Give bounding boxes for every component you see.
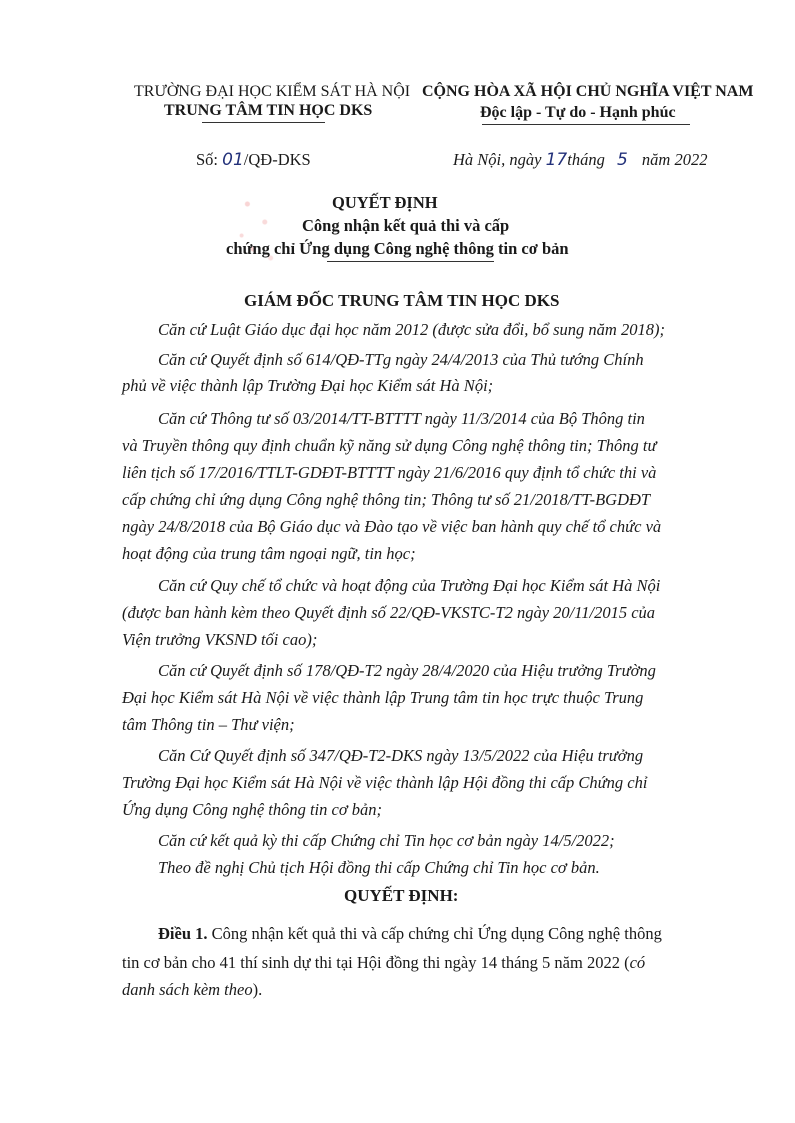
basis-line-10: Căn cứ Quy chế tổ chức và hoạt động của Trường Đại học Kiểm sát Hà Nội <box>158 576 661 595</box>
motto-underline <box>482 124 690 125</box>
issuing-authority: GIÁM ĐỐC TRUNG TÂM TIN HỌC DKS <box>244 291 560 310</box>
handwritten-number: 01 <box>222 150 244 170</box>
center-name-underline <box>202 122 325 123</box>
article-1-text-3b: ). <box>252 980 263 999</box>
basis-line-2: Căn cứ Quyết định số 614/QĐ-TTg ngày 24/4/2013 của Thủ tướng Chính <box>158 350 644 369</box>
document-date <box>453 150 707 170</box>
basis-line-9: hoạt động của trung tâm ngoại ngữ, tin học; <box>122 544 416 563</box>
motto: Độc lập - Tự do - Hạnh phúc <box>480 104 676 121</box>
document-title: QUYẾT ĐỊNH <box>332 193 438 212</box>
basis-line-1: Căn cứ Luật Giáo dục đại học năm 2012 (được sửa đổi, bổ sung năm 2018); <box>158 320 665 339</box>
basis-line-12: Viện trưởng VKSND tối cao); <box>122 630 318 649</box>
basis-line-8: ngày 24/8/2018 của Bộ Giáo dục và Đào tạo về việc ban hành quy chế tổ chức và <box>122 517 662 536</box>
basis-line-17: Trường Đại học Kiểm sát Hà Nội về việc thành lập Hội đồng thi cấp Chứng chỉ <box>122 773 648 792</box>
school-name: TRƯỜNG ĐẠI HỌC KIỂM SÁT HÀ NỘI <box>134 83 411 100</box>
handwritten-day: 17 <box>545 150 568 170</box>
basis-line-13: Căn cứ Quyết định số 178/QĐ-T2 ngày 28/4/2020 của Hiệu trưởng Trường <box>158 661 656 680</box>
basis-line-6: liên tịch số 17/2016/TTLT-GDĐT-BTTTT ngày 21/6/2016 quy định tổ chức thi và <box>122 463 657 482</box>
basis-line-4: Căn cứ Thông tư số 03/2014/TT-BTTTT ngày 11/3/2014 của Bộ Thông tin <box>158 409 645 428</box>
basis-line-11: (được ban hành kèm theo Quyết định số 22/QĐ-VKSTC-T2 ngày 20/11/2015 của <box>122 603 656 622</box>
date-prefix: Hà Nội, ngày <box>453 150 546 169</box>
document-number <box>196 150 311 170</box>
article-1-line-1 <box>158 924 662 944</box>
faint-stamp-mark <box>230 186 288 276</box>
basis-line-19: Căn cứ kết quả kỳ thi cấp Chứng chỉ Tin học cơ bản ngày 14/5/2022; <box>158 831 615 850</box>
center-name: TRUNG TÂM TIN HỌC DKS <box>164 102 373 119</box>
title-subtitle-line-1: Công nhận kết quả thi và cấp <box>302 216 510 235</box>
article-1-text-2a: tin cơ bản cho 41 thí sinh dự thi tại Hội đồng thi ngày 14 tháng 5 năm 2022 ( <box>122 953 630 972</box>
date-year: năm 2022 <box>637 150 708 169</box>
number-prefix: Số: <box>196 150 223 169</box>
basis-line-15: tâm Thông tin – Thư viện; <box>122 715 295 734</box>
article-1-text-3a: danh sách kèm theo <box>122 980 253 999</box>
basis-line-18: Ứng dụng Công nghệ thông tin cơ bản; <box>122 800 383 819</box>
title-subtitle-line-2: chứng chỉ Ứng dụng Công nghệ thông tin cơ bản <box>226 239 569 258</box>
basis-line-20: Theo đề nghị Chủ tịch Hội đồng thi cấp Chứng chỉ Tin học cơ bản. <box>158 858 600 877</box>
article-1-line-3 <box>122 980 262 1000</box>
handwritten-month: 5 <box>616 150 628 170</box>
basis-line-7: cấp chứng chỉ ứng dụng Công nghệ thông tin; Thông tư số 21/2018/TT-BGDĐT <box>122 490 651 509</box>
date-month-label: tháng <box>567 150 609 169</box>
basis-line-16: Căn Cứ Quyết định số 347/QĐ-T2-DKS ngày 13/5/2022 của Hiệu trưởng <box>158 746 644 765</box>
basis-line-14: Đại học Kiểm sát Hà Nội về việc thành lập Trung tâm tin học trực thuộc Trung <box>122 688 644 707</box>
country-name: CỘNG HÒA XÃ HỘI CHỦ NGHĨA VIỆT NAM <box>422 83 754 100</box>
number-suffix: /QĐ-DKS <box>243 150 311 169</box>
basis-line-3: phủ về việc thành lập Trường Đại học Kiểm sát Hà Nội; <box>122 376 494 395</box>
basis-line-5: và Truyền thông quy định chuẩn kỹ năng sử dụng Công nghệ thông tin; Thông tư <box>122 436 657 455</box>
title-underline <box>327 261 494 262</box>
article-1-text-1: Công nhận kết quả thi và cấp chứng chỉ Ứng dụng Công nghệ thông <box>207 924 662 943</box>
article-1-label: Điều 1. <box>158 924 208 943</box>
article-1-text-2b: có <box>629 953 646 972</box>
article-1-line-2 <box>122 953 645 973</box>
decision-heading: QUYẾT ĐỊNH: <box>344 886 459 905</box>
